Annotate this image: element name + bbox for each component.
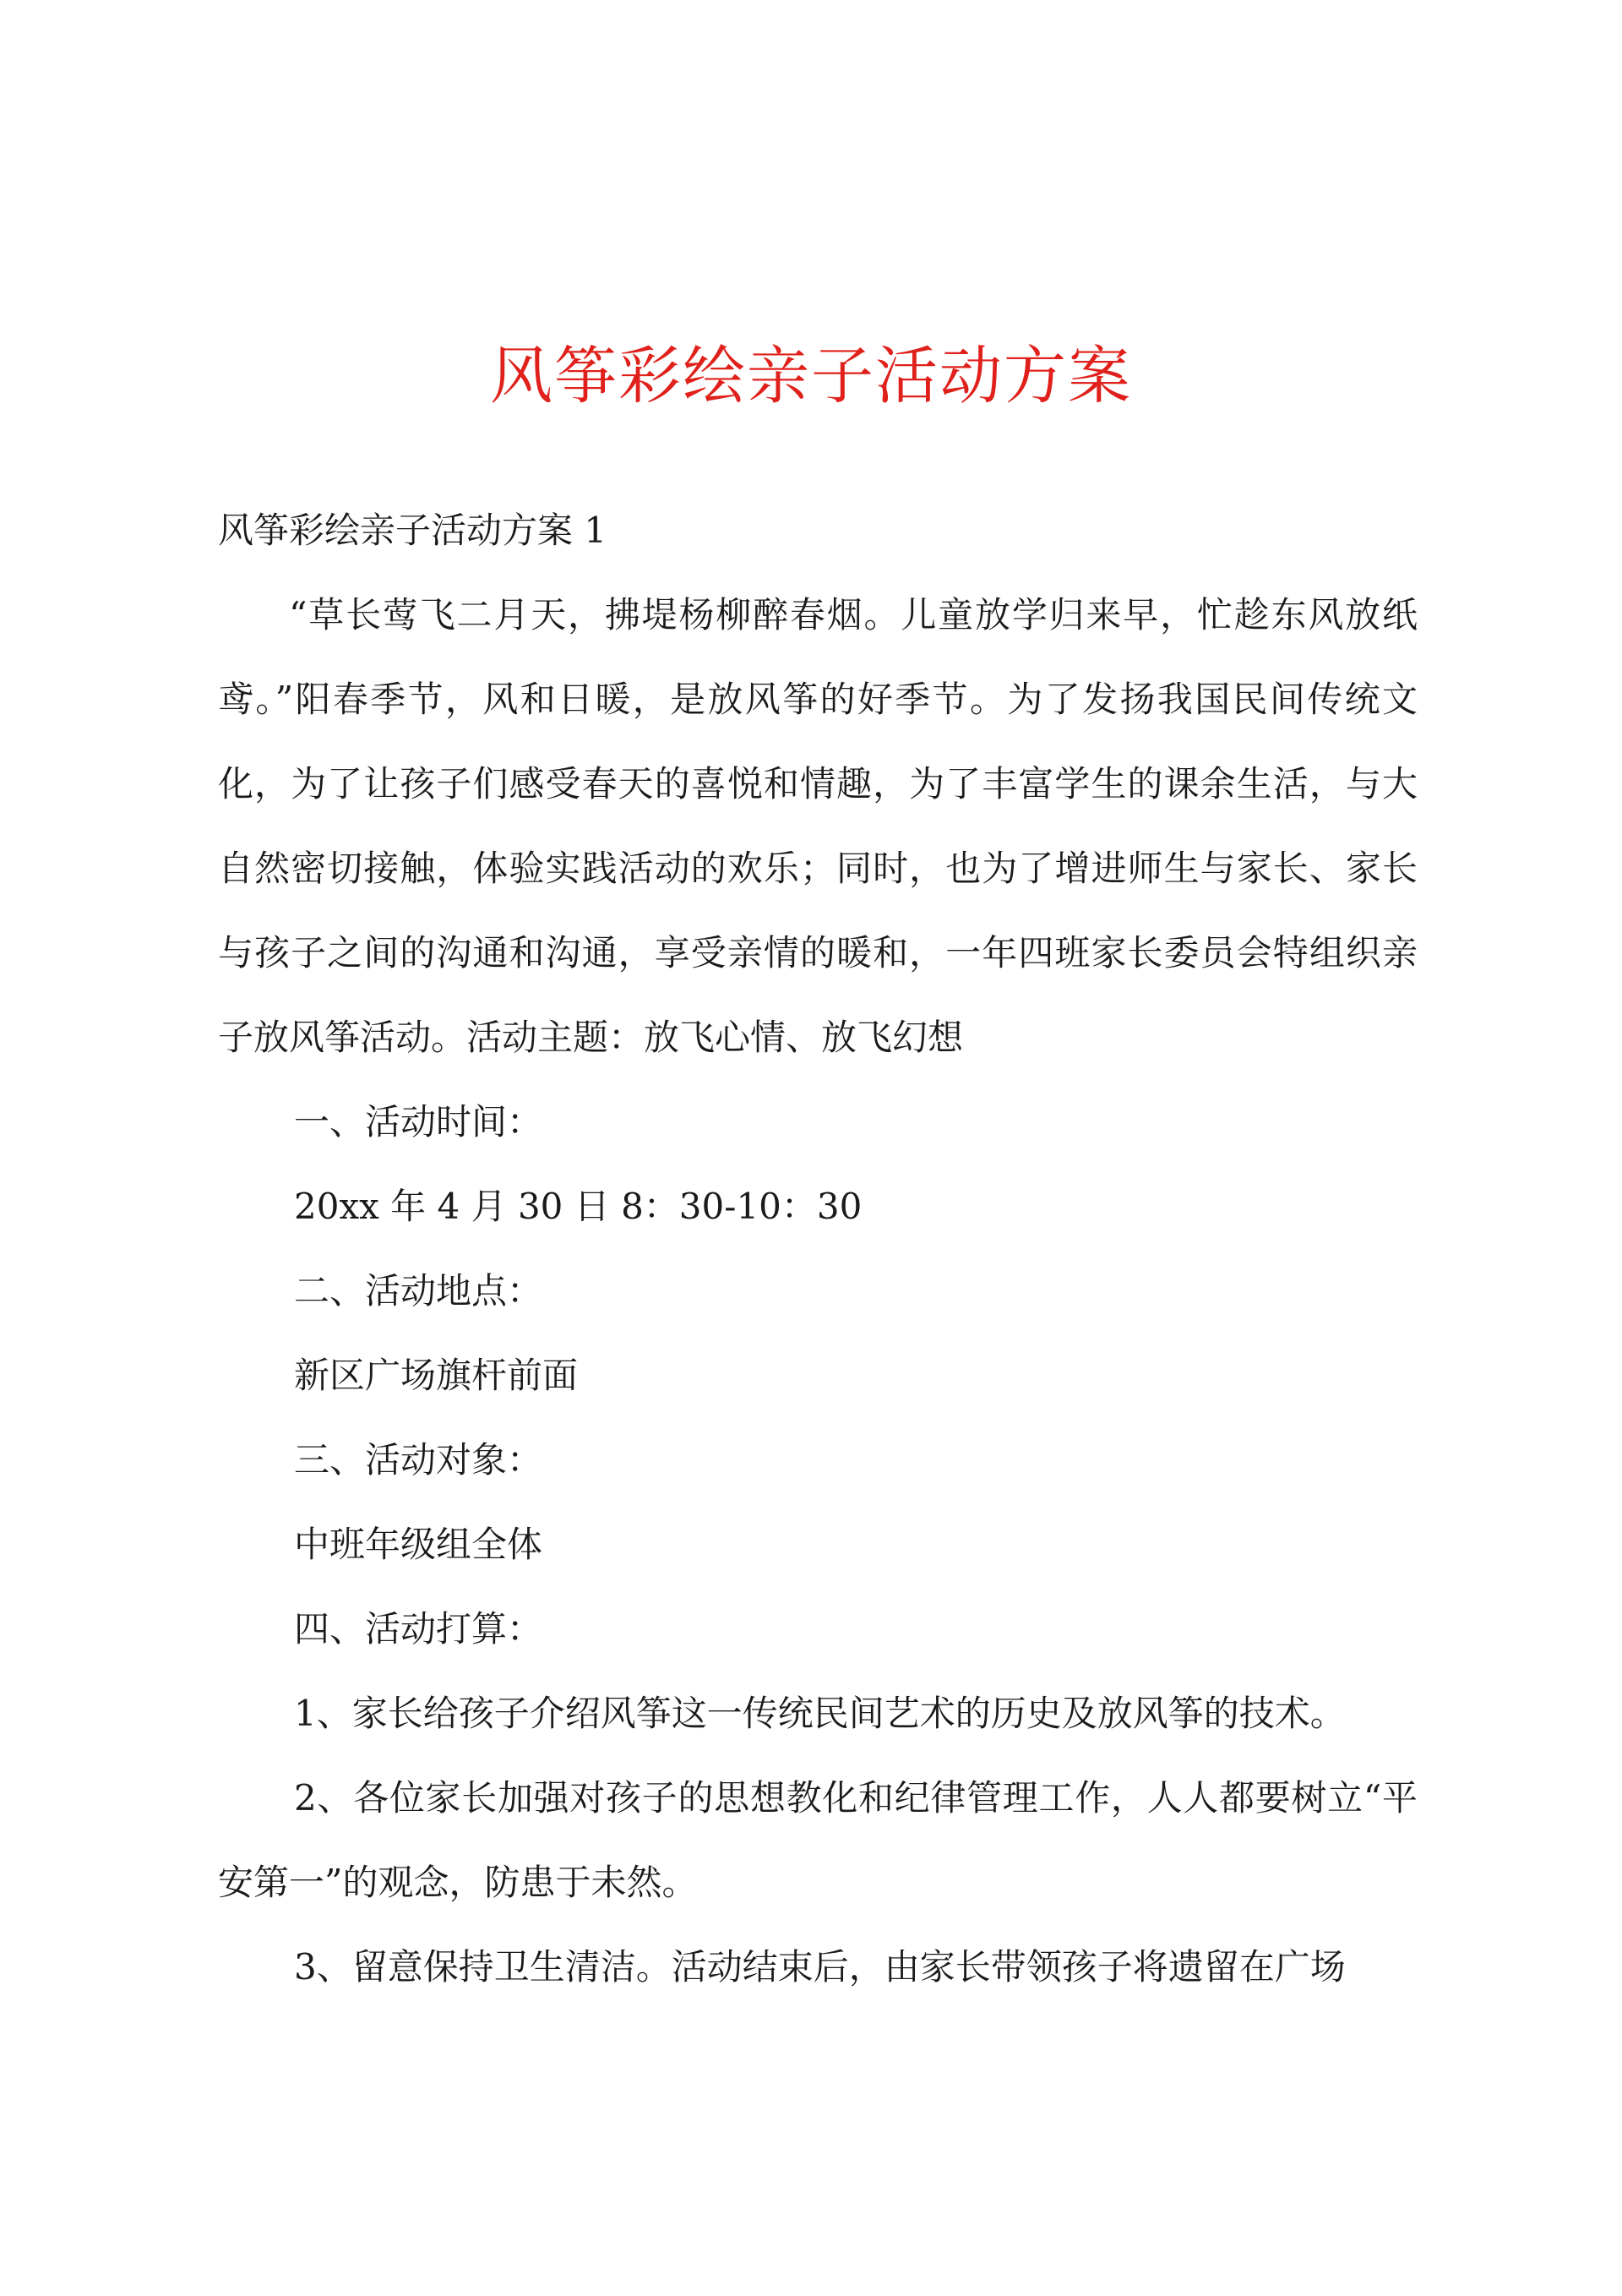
section-place-value: 新区广场旗杆前面 [294,1355,579,1396]
section-target-value: 中班年级组全体 [294,1524,543,1565]
plan-item: 3、留意保持卫生清洁。活动结束后，由家长带领孩子将遗留在广场 [294,1946,1346,1988]
document-subtitle: 风筝彩绘亲子活动方案 1 [218,510,607,551]
document-title: 风筝彩绘亲子活动方案 [490,340,1132,412]
plan-item: 1、家长给孩子介绍风筝这一传统民间艺术的历史及放风筝的技术。 [294,1693,1346,1734]
document-body [218,488,1418,2010]
section-time-value: 20xx 年 4 月 30 日 8：30-10：30 [294,1186,863,1227]
section-place-heading: 二、活动地点： [294,1270,543,1312]
section-time-heading: 一、活动时间： [294,1101,543,1143]
section-plan-heading: 四、活动打算： [294,1608,543,1650]
intro-paragraph: “草长莺飞二月天，拂堤杨柳醉春烟。儿童放学归来早，忙趁东风放纸鸢。”阳春季节，风和日暖，是放风筝的好季节。为了发扬我国民间传统文化，为了让孩子们感受春天的喜悦和情趣，为了丰富学生的课余生活，与大自然密切接触，体验实践活动的欢乐；同时，也为了增进师生与家长、家长与孩子之间的沟通和沟通，享受亲情的暖和，一年四班家长委员会特组织亲子放风筝活动。活动主题：放飞心情、放飞幻想 [218,594,1418,1058]
section-target-heading: 三、活动对象： [294,1439,543,1481]
plan-item: 2、各位家长加强对孩子的思想教化和纪律管理工作，人人都要树立“平安第一”的观念，防患于未然。 [218,1777,1418,1903]
